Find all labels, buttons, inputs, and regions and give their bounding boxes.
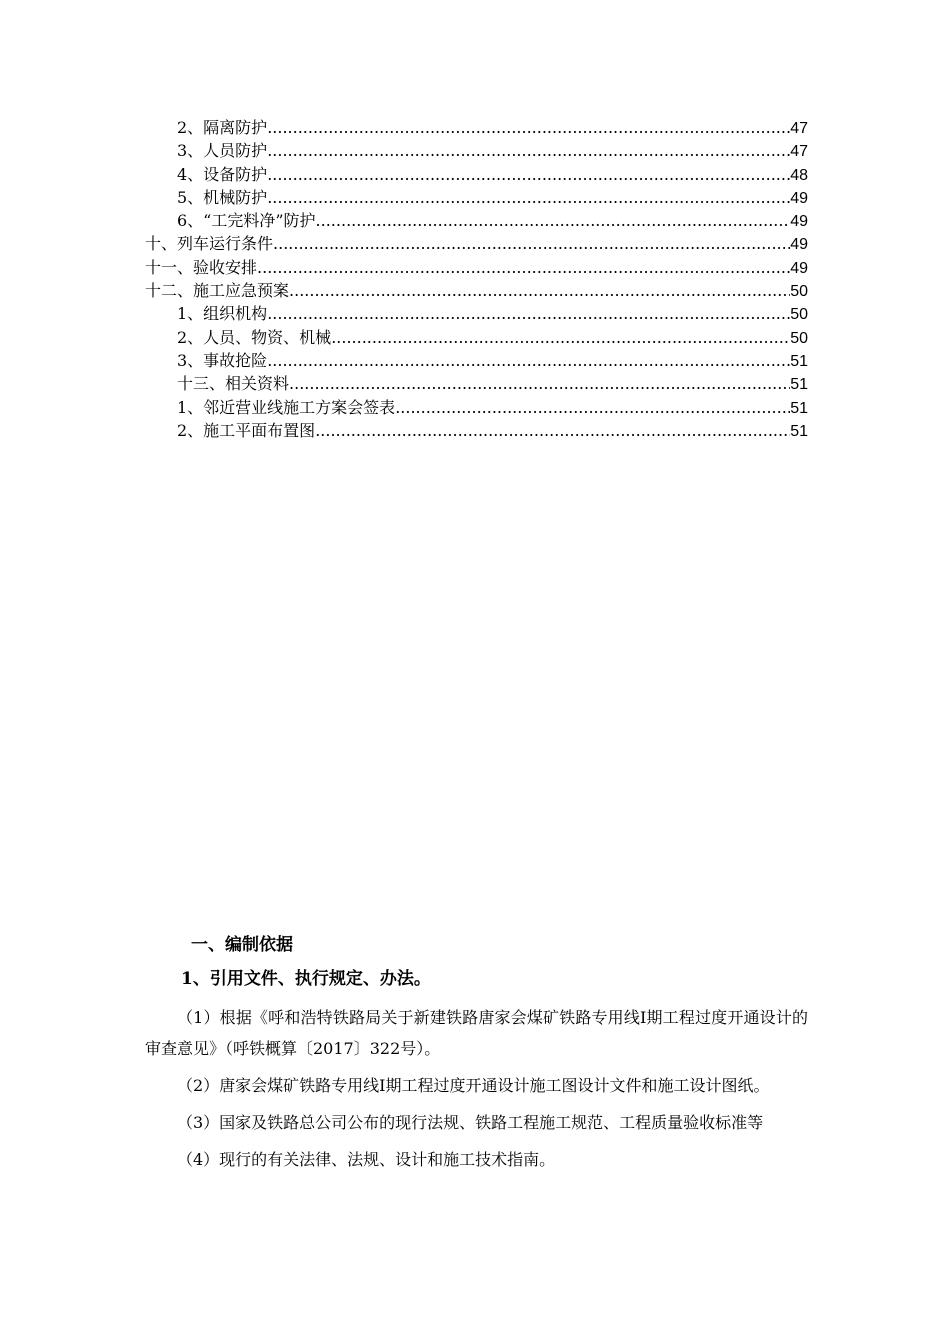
body-paragraph: （4）现行的有关法律、法规、设计和施工技术指南。 bbox=[177, 1150, 556, 1169]
toc-entry-page: 50 bbox=[790, 283, 808, 301]
toc-entry[interactable] bbox=[145, 279, 808, 302]
toc-entry-page: 51 bbox=[790, 352, 808, 370]
toc-dot-leader bbox=[273, 232, 790, 255]
section-subheading: 1、引用文件、执行规定、办法。 bbox=[181, 969, 431, 989]
toc-dot-leader bbox=[267, 186, 790, 209]
toc-entry-page: 51 bbox=[790, 376, 808, 394]
body-paragraph: （1）根据《呼和浩特铁路局关于新建铁路唐家会煤矿铁路专用线Ⅰ期工程过度开通设计的审查意见》（呼铁概算〔2017〕322号）。 bbox=[145, 1008, 808, 1058]
toc-entry[interactable] bbox=[145, 209, 808, 232]
toc-entry-page: 47 bbox=[790, 120, 808, 137]
toc-dot-leader bbox=[257, 256, 790, 279]
toc-dot-leader bbox=[267, 302, 790, 325]
toc-dot-leader bbox=[267, 163, 790, 186]
toc-entry-title: 十三、相关资料 bbox=[177, 374, 290, 394]
toc-entry-title: 5、机械防护 bbox=[177, 187, 268, 207]
toc-entry[interactable] bbox=[145, 186, 808, 209]
toc-entry-title: 3、人员防护 bbox=[177, 141, 268, 161]
toc-entry-title: 十、列车运行条件 bbox=[145, 234, 274, 254]
body-paragraph: （2）唐家会煤矿铁路专用线Ⅰ期工程过度开通设计施工图设计文件和施工设计图纸。 bbox=[177, 1076, 770, 1095]
toc-entry-page: 47 bbox=[790, 143, 808, 161]
toc-entry-page: 48 bbox=[790, 166, 808, 184]
toc-entry-title: 2、隔离防护 bbox=[177, 118, 268, 137]
toc-entry-title: 2、人员、物资、机械 bbox=[177, 327, 332, 347]
toc-dot-leader bbox=[289, 279, 790, 302]
toc-entry-title: 1、邻近营业线施工方案会签表 bbox=[177, 397, 396, 417]
toc-entry-title: 3、事故抢险 bbox=[177, 350, 268, 370]
toc-entry[interactable] bbox=[145, 396, 808, 419]
toc-entry[interactable] bbox=[145, 116, 808, 139]
toc-entry[interactable] bbox=[145, 349, 808, 372]
toc-entry-title: 6、“工完料净”防护 bbox=[177, 211, 316, 231]
toc-entry[interactable] bbox=[145, 256, 808, 279]
toc-dot-leader bbox=[267, 139, 790, 162]
toc-entry[interactable] bbox=[145, 139, 808, 162]
toc-entry-page: 50 bbox=[790, 329, 808, 347]
toc-entry-page: 49 bbox=[790, 236, 808, 254]
toc-entry-title: 4、设备防护 bbox=[177, 164, 268, 184]
toc-entry-title: 1、组织机构 bbox=[177, 304, 268, 324]
document-body bbox=[145, 928, 808, 1181]
toc-entry[interactable] bbox=[145, 163, 808, 186]
toc-entry[interactable] bbox=[145, 232, 808, 255]
toc-entry-page: 49 bbox=[790, 213, 808, 231]
toc-entry[interactable] bbox=[145, 372, 808, 395]
toc-entry-page: 49 bbox=[790, 189, 808, 207]
toc-entry[interactable] bbox=[145, 326, 808, 349]
toc-entry[interactable] bbox=[145, 302, 808, 325]
toc-dot-leader bbox=[316, 209, 791, 232]
toc-entry-title: 十一、验收安排 bbox=[145, 257, 258, 277]
toc-dot-leader bbox=[289, 372, 790, 395]
toc-entry[interactable] bbox=[145, 419, 808, 442]
toc-entry-page: 50 bbox=[790, 306, 808, 324]
toc-entry-title: 2、施工平面布置图 bbox=[177, 420, 316, 440]
toc-dot-leader bbox=[267, 349, 790, 372]
toc-entry-page: 49 bbox=[790, 259, 808, 277]
toc-dot-leader bbox=[331, 326, 790, 349]
table-of-contents bbox=[145, 116, 808, 442]
toc-entry-page: 51 bbox=[790, 422, 808, 440]
toc-entry-title: 十二、施工应急预案 bbox=[145, 281, 290, 301]
toc-entry-page: 51 bbox=[790, 399, 808, 417]
section-heading: 一、编制依据 bbox=[191, 935, 293, 955]
toc-dot-leader bbox=[315, 419, 790, 442]
toc-dot-leader bbox=[395, 396, 790, 419]
body-paragraph: （3）国家及铁路总公司公布的现行法规、铁路工程施工规范、工程质量验收标准等 bbox=[177, 1113, 764, 1132]
toc-dot-leader bbox=[267, 116, 790, 139]
